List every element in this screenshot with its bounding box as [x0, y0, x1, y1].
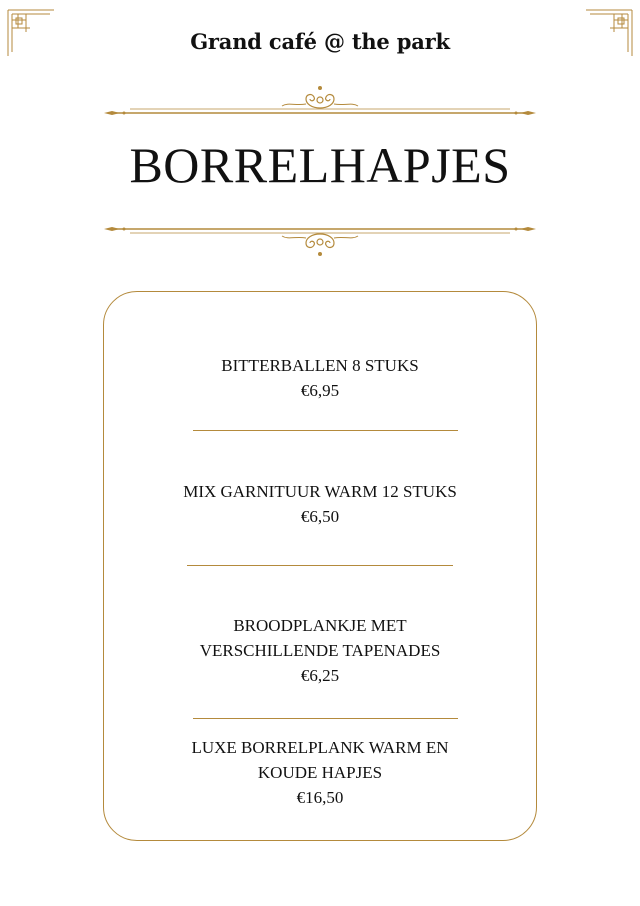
cafe-name: Grand café @ the park [190, 29, 450, 54]
menu-item-price: €6,50 [300, 507, 340, 526]
ornamental-divider-icon [100, 82, 540, 122]
menu-separator [193, 430, 458, 431]
menu-separator [187, 565, 453, 566]
menu-item [0, 735, 640, 810]
page-title: BORRELHAPJES [129, 137, 511, 193]
menu-item-name: BITTERBALLEN 8 STUKS [221, 356, 419, 375]
menu-item-price: €6,95 [300, 381, 340, 400]
menu-item-name-line-2: KOUDE HAPJES [257, 763, 383, 782]
menu-item-price: €6,25 [300, 666, 340, 685]
menu-item-name-line-2: VERSCHILLENDE TAPENADES [199, 641, 441, 660]
menu-item [0, 479, 640, 529]
menu-item-name-line-1: BROODPLANKJE MET [233, 616, 407, 635]
menu-item-name: MIX GARNITUUR WARM 12 STUKS [183, 482, 457, 501]
menu-item-price: €16,50 [296, 788, 344, 807]
menu-item [0, 353, 640, 403]
menu-item-name-line-1: LUXE BORRELPLANK WARM EN [191, 738, 449, 757]
menu-item [0, 613, 640, 688]
ornamental-divider-icon [100, 220, 540, 260]
menu-separator [193, 718, 458, 719]
